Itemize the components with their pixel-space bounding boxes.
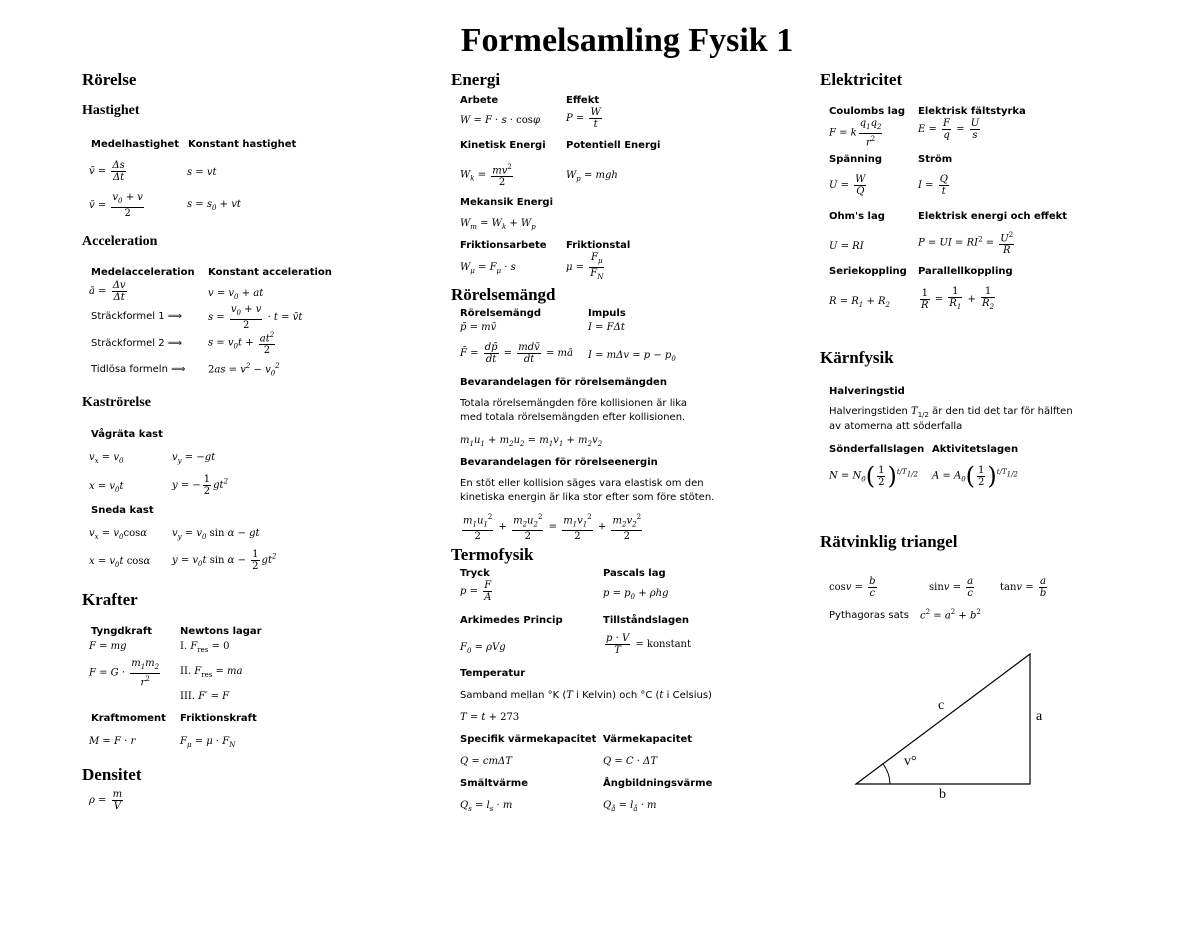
formula-vy-sin: $v_y = v_0$ sin α − gt <box>172 528 260 541</box>
label-specifik-varmekapacitet: Specifik värmekapacitet <box>460 734 597 745</box>
triangle-label-c: c <box>938 698 945 713</box>
formula-effekt: P = $\frac{W}{t}$ <box>566 107 601 130</box>
formula-impuls-2: $I = m\Delta v = p - p_0$ <box>588 350 676 363</box>
label-smaltvarme: Smältvärme <box>460 778 528 789</box>
formula-newton-3: III. F′ = F <box>180 691 230 702</box>
formula-cos: cosv = $\frac{b}{c}$ <box>829 576 876 599</box>
formula-serie: $R = R_1 + R_2$ <box>829 296 890 309</box>
formula-smaltvarme: $Q_s = l_s \cdot m$ <box>460 800 513 813</box>
formula-angbildning: $Q_å = l_å \cdot m$ <box>603 800 657 813</box>
formula-y-half-gt2: y = − $\frac{1}{2}$ $gt^2$ <box>172 474 229 497</box>
label-angbildningsvarme: Ångbildningsvärme <box>603 778 713 789</box>
label-ohms-lag: Ohm's lag <box>829 211 885 222</box>
sub-kastrorelse: Kaströrelse <box>82 395 151 410</box>
triangle-label-angle: v° <box>904 754 917 769</box>
section-ratvinklig-triangel: Rätvinklig triangel <box>820 532 958 551</box>
label-konstant-acceleration: Konstant acceleration <box>208 267 332 278</box>
formula-rorelsemangd: p̄ = mv̄ <box>460 322 497 333</box>
triangle-label-b: b <box>939 787 946 802</box>
label-elektrisk-energi: Elektrisk energi och effekt <box>918 211 1068 222</box>
page-title: Formelsamling Fysik 1 <box>460 22 794 59</box>
label-mekanisk-energi: Mekansik Energi <box>460 197 554 208</box>
formula-tryck: p = $\frac{F}{A}$ <box>460 580 492 603</box>
label-konstant-hastighet: Konstant hastighet <box>188 139 297 150</box>
formula-bevarande-energi: $\frac{m_1u_1^2}{2}$ + $\frac{m_2u_2^2}{2}$ = $\frac{m_1v_1^2}{2}$ + $\frac{m_2v_2^2}{2}$ <box>463 513 642 543</box>
formula-tillstand: $\frac{p \cdot V}{T}$ = konstant <box>606 633 692 656</box>
formula-varmekapacitet: Q = C · ΔT <box>603 756 658 767</box>
formula-vx-cos: $v_x = v_0\cos\alpha$ <box>89 528 147 541</box>
formula-s-vt: s = vt <box>187 167 217 178</box>
formula-bevarande-rorelsemangd: $m_1u_1 + m_2u_2 = m_1v_1 + m_2v_2$ <box>460 435 603 448</box>
formula-spanning: U = $\frac{W}{Q}$ <box>829 174 866 197</box>
label-sneda-kast: Sneda kast <box>91 505 154 516</box>
label-aktivitetslagen: Aktivitetslagen <box>932 444 1019 455</box>
formula-newton-1: I. $F_{res} = 0$ <box>180 641 230 654</box>
section-rorelsemangd: Rörelsemängd <box>451 285 556 304</box>
formula-impuls: I = FΔt <box>588 322 625 333</box>
label-newtons-lagar: Newtons lagar <box>180 626 262 637</box>
label-pascals-lag: Pascals lag <box>603 568 666 579</box>
formula-friktionstal: μ = $\frac{F_\mu}{F_N}$ <box>566 252 604 281</box>
label-pythagoras: Pythagoras sats <box>829 610 909 621</box>
label-vagratt-kast: Vågräta kast <box>91 429 163 440</box>
text-bevarande-1a: Totala rörelsemängden före kollisionen är lika <box>460 398 688 409</box>
formula-vy-gt: $v_y = -gt$ <box>172 452 216 465</box>
label-parallellkoppling: Parallellkoppling <box>918 266 1013 277</box>
formula-vx-v0: $v_x = v_0$ <box>89 452 124 465</box>
label-tyngdkraft: Tyngdkraft <box>91 626 153 637</box>
section-karnfysik: Kärnfysik <box>820 348 894 367</box>
label-strackformel-2: Sträckformel 2 ⟹ <box>91 338 183 349</box>
formula-pascal: $p = p_0 + \rho hg$ <box>603 588 669 601</box>
formula-y-sin: $y = v_0t$ sin α − $\frac{1}{2}$ $gt^2$ <box>172 549 277 572</box>
formula-pythagoras: $c^2 = a^2 + b^2$ <box>920 608 981 622</box>
formula-strackformel-1: s = $\frac{v_0 + v}{2}$ · t = v̄t <box>208 304 303 331</box>
label-tryck: Tryck <box>460 568 490 579</box>
formula-medelacceleration: ā = $\frac{\Delta v}{\Delta t}$ <box>89 280 126 303</box>
label-friktionstal: Friktionstal <box>566 240 631 251</box>
formula-arbete: W = F · s · cosφ <box>460 115 540 126</box>
formula-x-v0t: $x = v_0t$ <box>89 481 124 494</box>
label-strackformel-1: Sträckformel 1 ⟹ <box>91 311 183 322</box>
label-potentiell-energi: Potentiell Energi <box>566 140 661 151</box>
formula-coulomb: F = k $\frac{q_1q_2}{r^2}$ <box>829 118 882 149</box>
formula-v-v0-at: $v = v_0$ + at <box>208 288 264 301</box>
label-varmekapacitet: Värmekapacitet <box>603 734 693 745</box>
formula-effekt-el: P = UI = $RI^2$ = $\frac{U^2}{R}$ <box>918 231 1014 257</box>
sub-hastighet: Hastighet <box>82 103 140 118</box>
triangle-diagram <box>850 650 1043 790</box>
formula-strom: I = $\frac{Q}{t}$ <box>918 174 948 197</box>
formula-gravitation: F = G · $\frac{m_1m_2}{r^2}$ <box>89 658 160 689</box>
formula-medelhastighet-2: v̄ = $\frac{v_0 + v}{2}$ <box>89 192 143 219</box>
label-sonderfallslagen: Sönderfallslagen <box>829 444 925 455</box>
formula-potentiell: $W_p$ = mgh <box>566 170 618 183</box>
section-energi: Energi <box>451 70 501 89</box>
label-faltstyrka: Elektrisk fältstyrka <box>918 106 1026 117</box>
section-elektricitet: Elektricitet <box>820 70 903 89</box>
formula-kinetisk: $W_k$ = $\frac{mv^2}{2}$ <box>460 163 512 189</box>
section-densitet: Densitet <box>82 765 142 784</box>
formula-ohm: U = RI <box>829 241 864 252</box>
sub-acceleration: Acceleration <box>82 234 158 249</box>
formula-kelvin: T = t + 273 <box>460 712 520 723</box>
text-bevarande-2a: En stöt eller kollision säges vara elastisk om den <box>460 478 704 489</box>
label-medelacceleration: Medelacceleration <box>91 267 195 278</box>
section-rorelse: Rörelse <box>82 70 137 89</box>
label-tillstandslagen: Tillståndslagen <box>603 615 690 626</box>
triangle-label-a: a <box>1036 709 1043 724</box>
formula-specifik-varme: Q = cmΔT <box>460 756 512 767</box>
label-coulombs-lag: Coulombs lag <box>829 106 905 117</box>
text-bevarande-2b: kinetiska energin är lika stor efter som före stöten. <box>460 492 715 503</box>
label-rorelsemangd: Rörelsemängd <box>460 308 542 319</box>
formula-friktionsarbete: $W_\mu = F_\mu \cdot s$ <box>460 262 516 275</box>
label-kraftmoment: Kraftmoment <box>91 713 166 724</box>
text-bevarande-1b: med totala rörelsemängden efter kollisionen. <box>460 412 686 423</box>
formula-strackformel-2: $s = v_0t$ + $\frac{at^2}{2}$ <box>208 331 275 357</box>
formula-kraft-derivata: F̄ = $\frac{dp̄}{dt}$ = mdv̄ dt = mā <box>460 342 573 365</box>
label-bevarande-rorelseenergi: Bevarandelagen för rörelseenergin <box>460 457 658 468</box>
label-strom: Ström <box>918 154 953 165</box>
formula-tidlosa: $2as = v^2 - v_0^2$ <box>208 362 280 378</box>
formula-f-mg: F = mg <box>89 641 127 652</box>
formula-sonderfall: $N = N_0$( $\frac{1}{2}$ )$^{t/T_{1/2}}$ <box>829 462 918 490</box>
section-krafter: Krafter <box>82 590 138 609</box>
formula-sin: sinv = $\frac{a}{c}$ <box>929 576 974 599</box>
label-arbete: Arbete <box>460 95 499 106</box>
label-bevarande-rorelsemangd: Bevarandelagen för rörelsemängden <box>460 377 667 388</box>
formula-faltstyrka: E = $\frac{F}{q}$ = $\frac{U}{s}$ <box>918 118 980 141</box>
formula-aktivitet: $A = A_0$( $\frac{1}{2}$ )$^{t/T_{1/2}}$ <box>932 462 1018 490</box>
label-medelhastighet: Medelhastighet <box>91 139 179 150</box>
formula-x-cos: $x = v_0t$ cosα <box>89 556 151 569</box>
label-spanning: Spänning <box>829 154 883 165</box>
formula-kraftmoment: M = F · r <box>89 736 136 747</box>
formula-tan: tanv = $\frac{a}{b}$ <box>1000 576 1047 599</box>
label-effekt: Effekt <box>566 95 600 106</box>
formula-mekanisk: $W_m = W_k + W_p$ <box>460 218 536 231</box>
formula-friktionskraft: $F_\mu = \mu \cdot F_N$ <box>180 736 236 749</box>
label-temperatur: Temperatur <box>460 668 526 679</box>
label-tidlosa: Tidlösa formeln ⟹ <box>91 364 186 375</box>
label-friktionsarbete: Friktionsarbete <box>460 240 547 251</box>
label-kinetisk-energi: Kinetisk Energi <box>460 140 546 151</box>
label-arkimedes: Arkimedes Princip <box>460 615 563 626</box>
label-impuls: Impuls <box>588 308 626 319</box>
text-samband: Samband mellan °K (T i Kelvin) och °C (t i Celsius) <box>460 690 712 701</box>
text-halveringstid-1: Halveringstiden $T_{1/2}$ är den tid det tar för hälften <box>829 406 1073 419</box>
formula-s-s0-vt: $s = s_0$ + vt <box>187 199 241 212</box>
formula-parallell: $\frac{1}{R}$ = $\frac{1}{R_1}$ + $\frac{1}{R_2}$ <box>921 286 995 311</box>
label-halveringstid: Halveringstid <box>829 386 905 397</box>
formula-arkimedes: $F_0 = \rho Vg$ <box>460 642 506 655</box>
formula-densitet: ρ = $\frac{m}{V}$ <box>89 789 123 812</box>
label-seriekoppling: Seriekoppling <box>829 266 907 277</box>
formula-newton-2: II. $F_{res}$ = ma <box>180 666 243 679</box>
section-termofysik: Termofysik <box>451 545 534 564</box>
formula-medelhastighet: v̄ = $\frac{\Delta s}{\Delta t}$ <box>89 160 125 183</box>
text-halveringstid-2: av atomerna att söderfalla <box>829 421 963 432</box>
label-friktionskraft: Friktionskraft <box>180 713 257 724</box>
